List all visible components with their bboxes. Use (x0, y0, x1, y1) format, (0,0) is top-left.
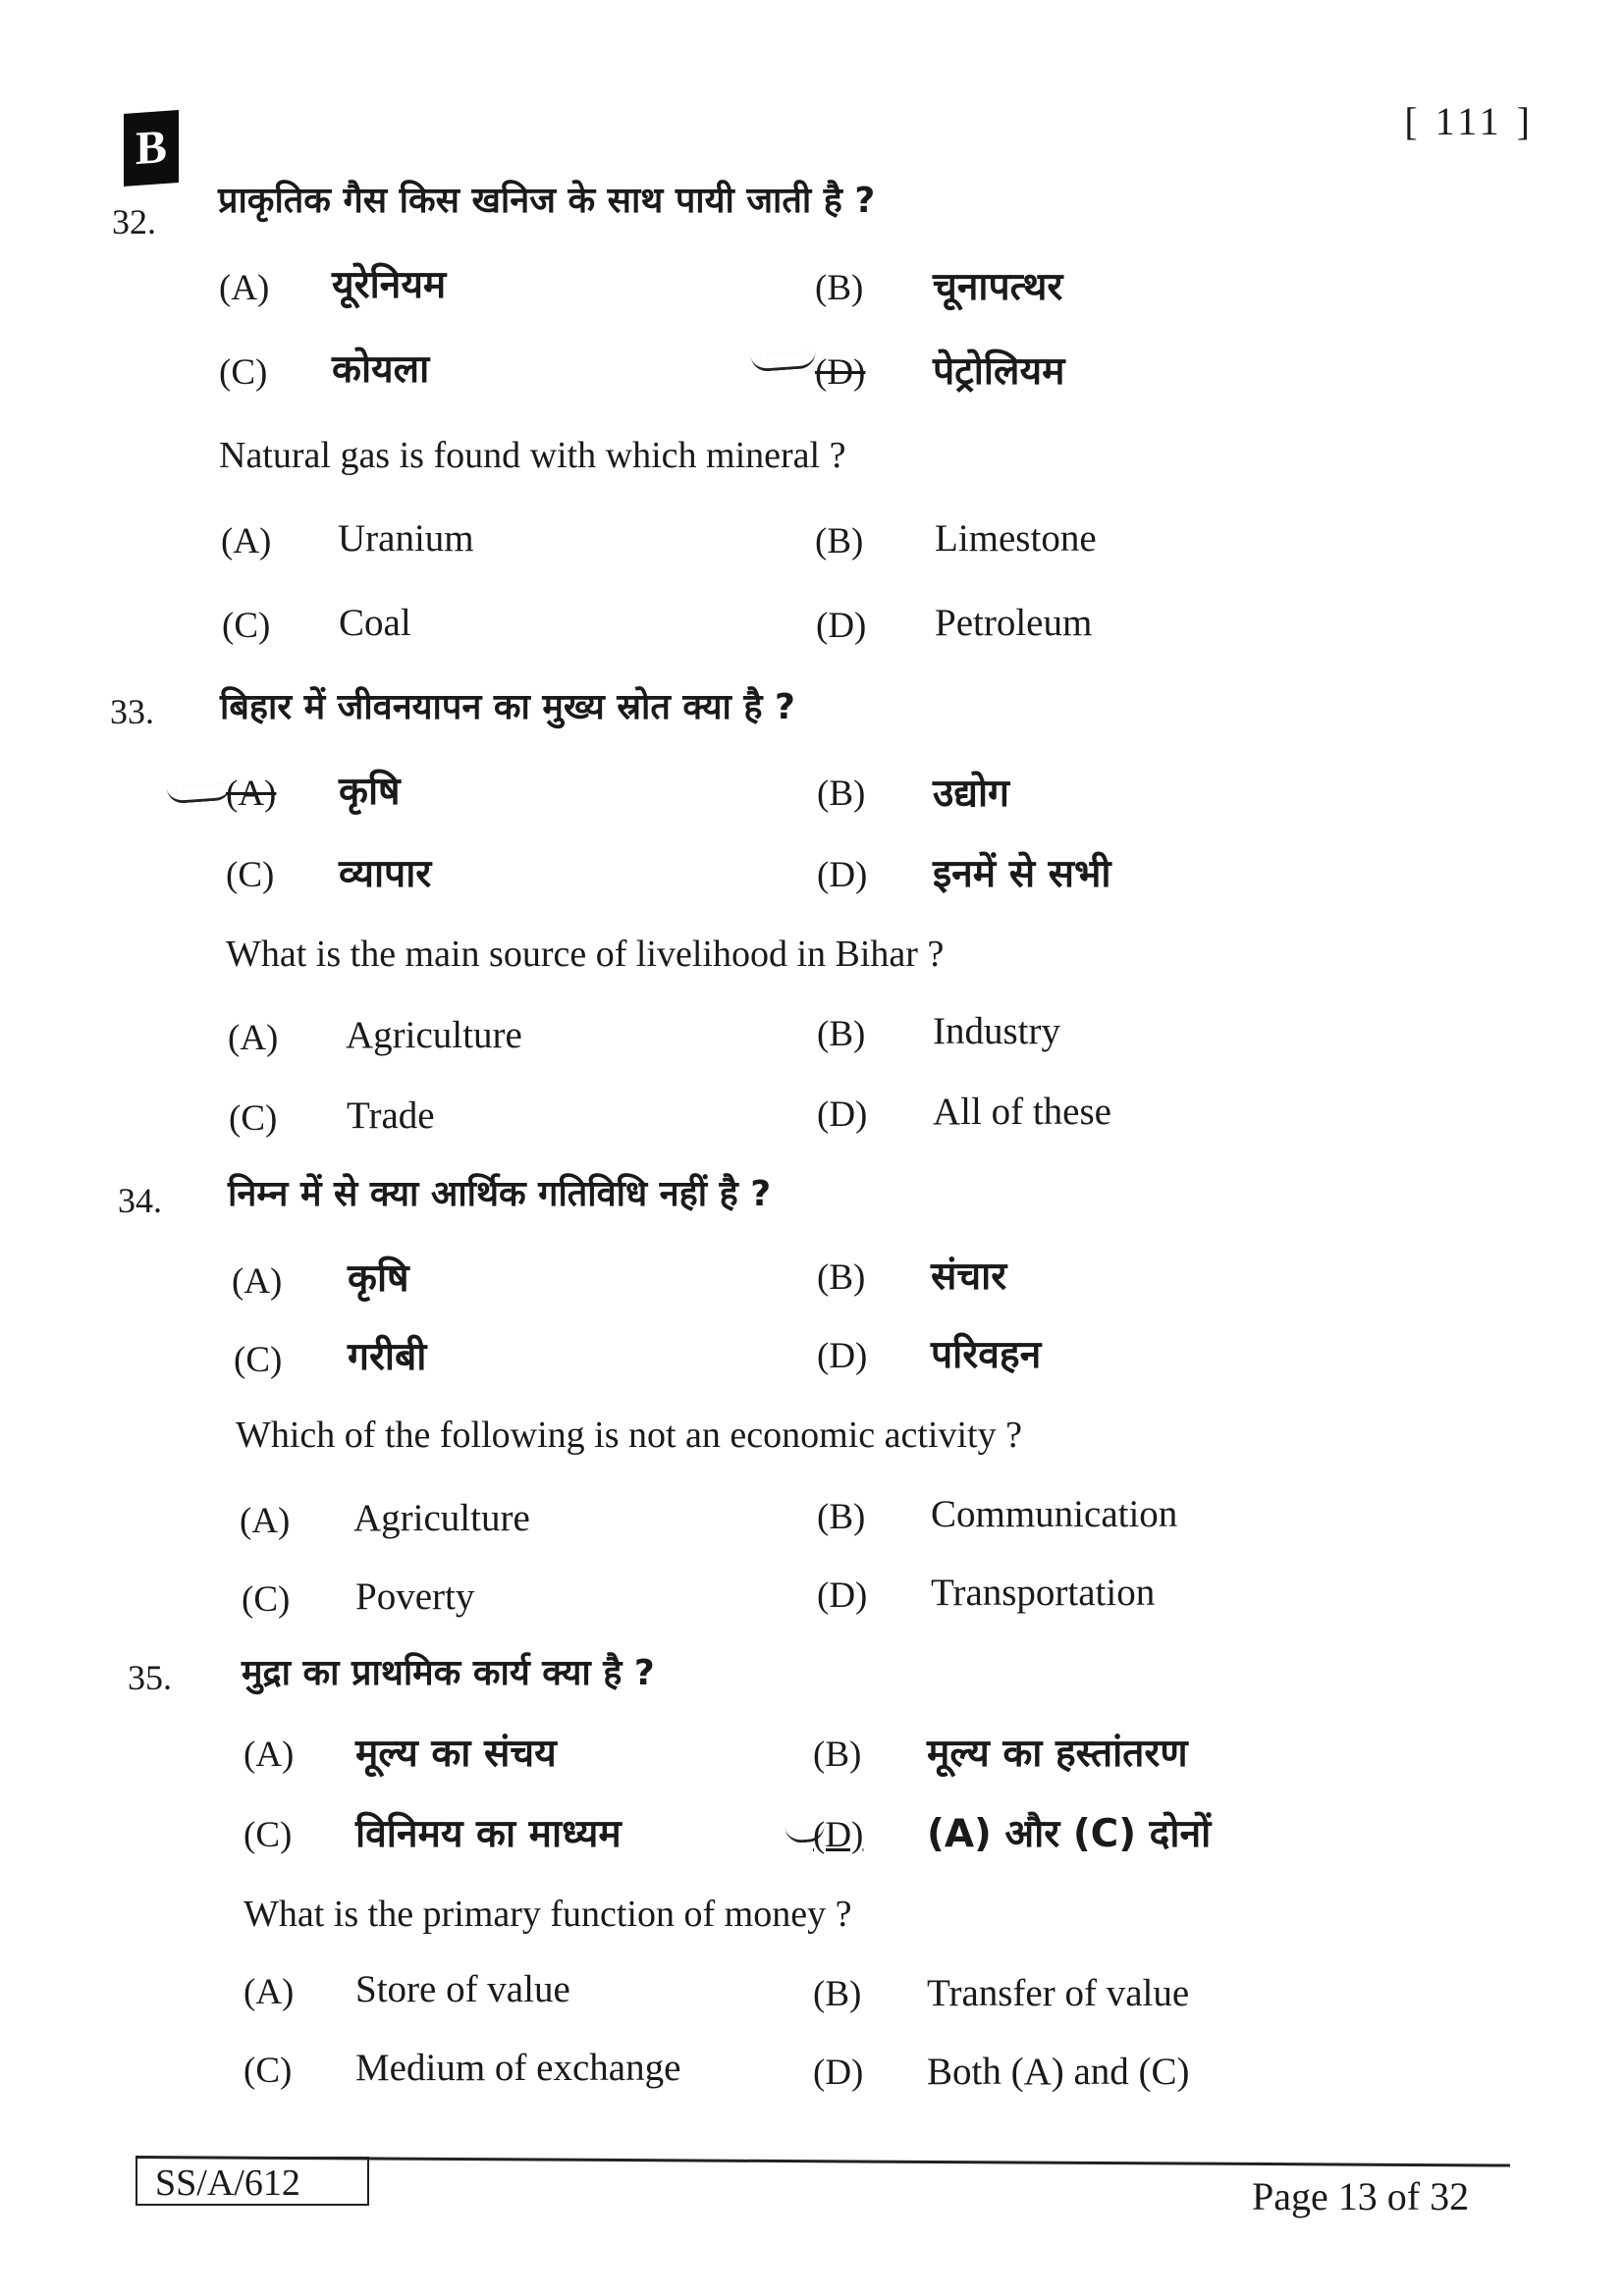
option-text: Agriculture (346, 1014, 522, 1056)
option-text: कृषि (339, 770, 401, 814)
option-text: Limestone (935, 517, 1097, 560)
option-text: Store of value (355, 1968, 570, 2010)
question-text-hindi: प्राकृतिक गैस किस खनिज के साथ पायी जाती है ? (218, 181, 876, 221)
option-label: (A) (228, 1018, 279, 1058)
option-label: (D) (813, 2053, 864, 2093)
option-text: Coal (339, 602, 411, 644)
option-text: संचार (931, 1255, 1007, 1299)
option-label: (B) (815, 521, 864, 561)
option-label: (A) (240, 1501, 291, 1541)
question-text-english: What is the primary function of money ? (244, 1894, 852, 1935)
option-label: (B) (813, 1735, 862, 1775)
option-label: (D) (817, 1095, 868, 1135)
option-text: परिवहन (931, 1333, 1042, 1377)
paper-code-box: SS/A/612 (135, 2157, 369, 2206)
option-text: Petroleum (935, 602, 1093, 644)
option-text: यूरेनियम (332, 263, 447, 307)
option-label: (B) (817, 774, 866, 814)
option-label: (A) (232, 1261, 283, 1302)
page-tag: [ 111 ] (1404, 99, 1534, 143)
option-text: (A) और (C) दोनों (927, 1812, 1212, 1856)
option-text: All of these (933, 1091, 1111, 1133)
answer-tick-mark (166, 783, 232, 805)
question-text-english: Natural gas is found with which mineral ? (219, 435, 846, 476)
answer-tick-mark (750, 351, 816, 373)
option-text: Uranium (338, 517, 474, 560)
option-text: पेट्रोलियम (933, 349, 1065, 394)
option-text: कृषि (348, 1256, 409, 1301)
option-text: इनमें से सभी (933, 852, 1111, 896)
option-label: (B) (817, 1257, 866, 1298)
option-text: Transfer of value (927, 1972, 1190, 2014)
option-label: (C) (219, 352, 268, 393)
set-code-badge: B (124, 110, 179, 187)
option-label: (C) (229, 1098, 278, 1139)
question-text-hindi: निम्न में से क्या आर्थिक गतिविधि नहीं है ? (228, 1174, 772, 1214)
option-text: Both (A) and (C) (927, 2051, 1190, 2093)
option-text: Medium of exchange (355, 2047, 681, 2089)
option-label: (D) (817, 1336, 868, 1376)
option-label: (C) (222, 606, 271, 646)
option-label: (B) (815, 268, 864, 308)
option-label: (B) (813, 1974, 862, 2014)
option-text: Poverty (355, 1575, 475, 1618)
option-text: Communication (931, 1493, 1178, 1535)
option-label-marked: (D) (813, 1815, 864, 1855)
option-label: (C) (226, 855, 275, 895)
option-label: (C) (244, 2051, 293, 2091)
option-label: (A) (244, 1735, 295, 1775)
option-text: व्यापार (339, 852, 432, 896)
option-label: (C) (242, 1579, 291, 1620)
question-text-hindi: बिहार में जीवनयापन का मुख्य स्रोत क्या है ? (220, 687, 795, 727)
option-text: Trade (347, 1095, 435, 1137)
question-text-english: Which of the following is not an economic activity ? (236, 1415, 1022, 1456)
option-text: Agriculture (353, 1497, 530, 1539)
option-label: (B) (817, 1497, 866, 1537)
option-label: (C) (244, 1815, 293, 1855)
question-number: 35. (128, 1658, 172, 1697)
question-text-english: What is the main source of livelihood in Bihar ? (226, 934, 945, 975)
option-text: उद्योग (933, 772, 1010, 816)
option-text: विनिमय का माध्यम (355, 1812, 622, 1856)
option-label: (D) (816, 606, 867, 646)
option-label-marked: (D) (815, 352, 866, 393)
option-text: कोयला (332, 347, 430, 392)
option-text: Transportation (931, 1572, 1156, 1614)
option-text: मूल्य का संचय (355, 1732, 557, 1776)
page-number: Page 13 of 32 (1252, 2174, 1470, 2218)
question-number: 32. (112, 202, 156, 241)
question-text-hindi: मुद्रा का प्राथमिक कार्य क्या है ? (242, 1653, 655, 1693)
option-text: गरीबी (348, 1335, 427, 1379)
option-text: चूनापत्थर (933, 265, 1063, 309)
option-label: (C) (234, 1340, 283, 1380)
question-number: 34. (118, 1181, 162, 1220)
option-label: (B) (817, 1014, 866, 1054)
option-label: (D) (817, 1575, 868, 1616)
option-label: (A) (219, 268, 270, 308)
option-label-marked: (A) (226, 774, 277, 814)
option-text: मूल्य का हस्तांतरण (927, 1732, 1188, 1776)
option-text: Industry (933, 1010, 1060, 1052)
option-label: (D) (817, 855, 868, 895)
question-number: 33. (110, 692, 154, 731)
option-label: (A) (244, 1972, 295, 2012)
option-label: (A) (221, 521, 272, 561)
